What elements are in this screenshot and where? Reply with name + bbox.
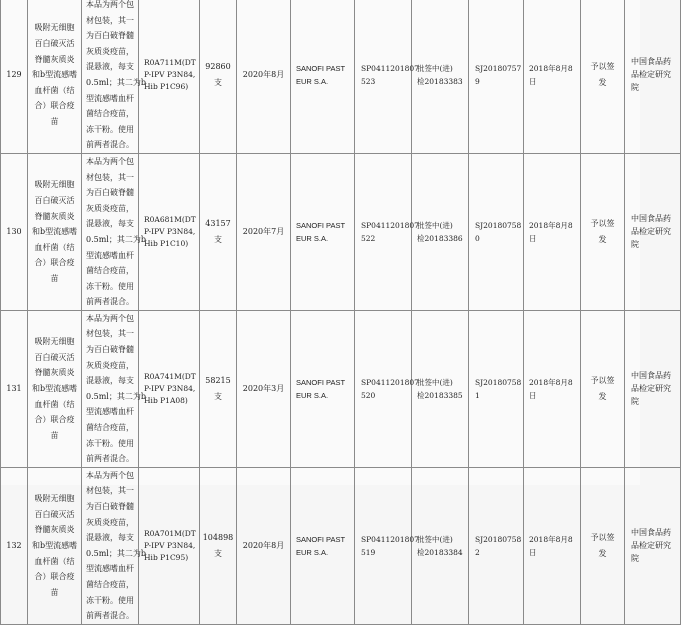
- issuing-organization: 中国食品药 品检定研究 院: [625, 153, 681, 310]
- product-name: 吸附无细胞 百白破灭活 脊髓灰质炎 和b型流感嗜 血杆菌（结 合）联合疫 苗: [28, 153, 82, 310]
- table-row: [1, 0, 681, 153]
- batch-number: R0A741M(DT P-IPV P3N84, Hib P1A08): [139, 310, 200, 467]
- certificate-number: 批签中(进) 检20183384: [412, 467, 469, 624]
- conclusion: 予以签 发: [581, 310, 625, 467]
- specification: 本品为两个包 材包装，其一 为百白破脊髓 灰质炎疫苗， 混悬液，每支 0.5ml；其二为b 型流感嗜血杆 菌结合疫苗， 冻干粉。使用 前两者混合。: [82, 467, 139, 624]
- report-number: SJ20180757 9: [469, 0, 524, 153]
- conclusion: 予以签 发: [581, 0, 625, 153]
- row-index: 130: [1, 153, 28, 310]
- manufacturer: SANOFI PAST EUR S.A.: [291, 467, 355, 624]
- issuing-organization: 中国食品药 品检定研究 院: [625, 467, 681, 624]
- table-row: [1, 467, 681, 624]
- conclusion: 予以签 发: [581, 467, 625, 624]
- quantity: 104898 支: [200, 467, 237, 624]
- manufacturer: SANOFI PAST EUR S.A.: [291, 310, 355, 467]
- expiry-date: 2020年8月: [237, 0, 291, 153]
- table-row: [1, 310, 681, 467]
- certificate-number: 批签中(进) 检20183383: [412, 0, 469, 153]
- conclusion: 予以签 发: [581, 153, 625, 310]
- expiry-date: 2020年3月: [237, 310, 291, 467]
- product-name: 吸附无细胞 百白破灭活 脊髓灰质炎 和b型流感嗜 血杆菌（结 合）联合疫 苗: [28, 467, 82, 624]
- certificate-number: 批签中(进) 检20183386: [412, 153, 469, 310]
- issuing-organization: 中国食品药 品检定研究 院: [625, 0, 681, 153]
- specification: 本品为两个包 材包装，其一 为百白破脊髓 灰质炎疫苗， 混悬液，每支 0.5ml；其二为b 型流感嗜血杆 菌结合疫苗， 冻干粉。使用 前两者混合。: [82, 310, 139, 467]
- row-index: 132: [1, 467, 28, 624]
- receipt-code: SP0411201807 520: [355, 310, 412, 467]
- batch-number: R0A701M(DT P-IPV P3N84, Hib P1C95): [139, 467, 200, 624]
- certificate-number: 批签中(进) 检20183385: [412, 310, 469, 467]
- expiry-date: 2020年8月: [237, 467, 291, 624]
- report-number: SJ20180758 0: [469, 153, 524, 310]
- report-number: SJ20180758 1: [469, 310, 524, 467]
- batch-number: R0A711M(DT P-IPV P3N84, Hib P1C96): [139, 0, 200, 153]
- specification: 本品为两个包 材包装，其一 为百白破脊髓 灰质炎疫苗， 混悬液，每支 0.5ml；其二为b 型流感嗜血杆 菌结合疫苗， 冻干粉。使用 前两者混合。: [82, 153, 139, 310]
- issue-date: 2018年8月8 日: [524, 0, 581, 153]
- specification: 本品为两个包 材包装，其一 为百白破脊髓 灰质炎疫苗， 混悬液，每支 0.5ml；其二为b 型流感嗜血杆 菌结合疫苗， 冻干粉。使用 前两者混合。: [82, 0, 139, 153]
- receipt-code: SP0411201807 519: [355, 467, 412, 624]
- issue-date: 2018年8月8 日: [524, 153, 581, 310]
- receipt-code: SP0411201807 523: [355, 0, 412, 153]
- batch-number: R0A681M(DT P-IPV P3N84, Hib P1C10): [139, 153, 200, 310]
- issue-date: 2018年8月8 日: [524, 467, 581, 624]
- receipt-code: SP0411201807 522: [355, 153, 412, 310]
- manufacturer: SANOFI PAST EUR S.A.: [291, 0, 355, 153]
- issuing-organization: 中国食品药 品检定研究 院: [625, 310, 681, 467]
- report-number: SJ20180758 2: [469, 467, 524, 624]
- issue-date: 2018年8月8 日: [524, 310, 581, 467]
- table-body: [1, 0, 681, 624]
- quantity: 92860支: [200, 0, 237, 153]
- product-name: 吸附无细胞 百白破灭活 脊髓灰质炎 和b型流感嗜 血杆菌（结 合）联合疫 苗: [28, 310, 82, 467]
- product-name: 吸附无细胞 百白破灭活 脊髓灰质炎 和b型流感嗜 血杆菌（结 合）联合疫 苗: [28, 0, 82, 153]
- quantity: 43157支: [200, 153, 237, 310]
- table-row: [1, 153, 681, 310]
- manufacturer: SANOFI PAST EUR S.A.: [291, 153, 355, 310]
- expiry-date: 2020年7月: [237, 153, 291, 310]
- quantity: 58215支: [200, 310, 237, 467]
- row-index: 129: [1, 0, 28, 153]
- row-index: 131: [1, 310, 28, 467]
